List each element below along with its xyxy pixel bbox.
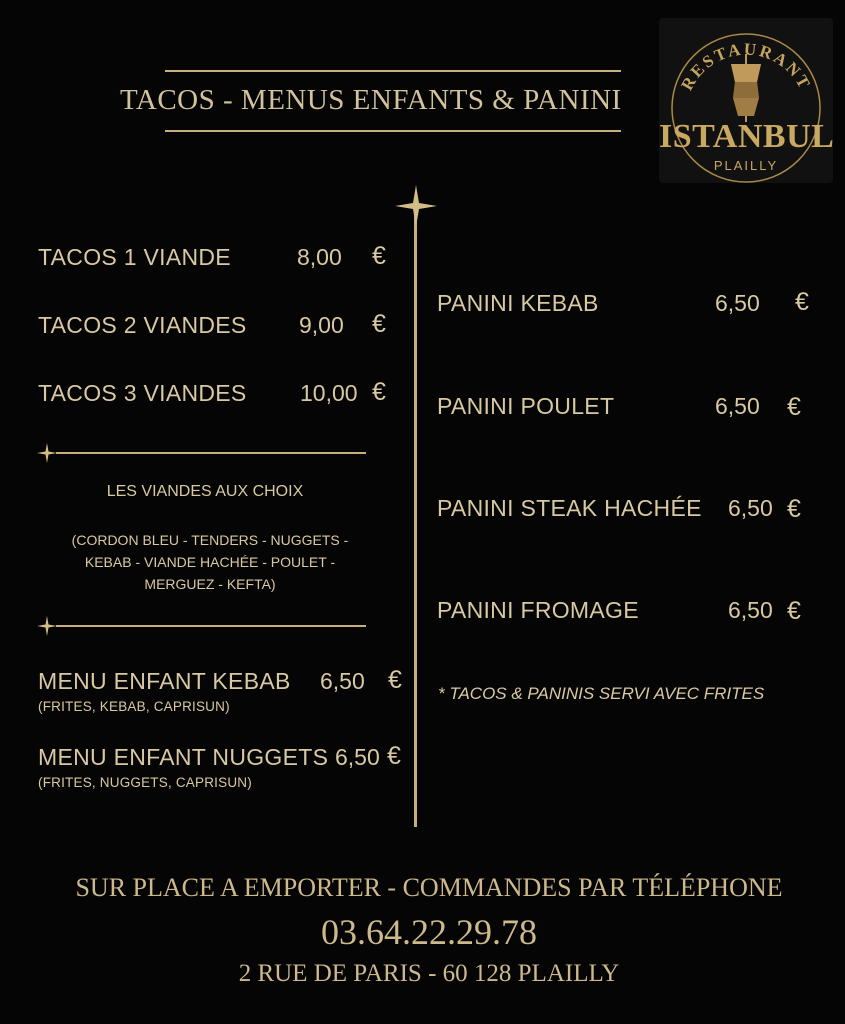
star-ornament-icon: [393, 183, 439, 229]
phone-number: 03.64.22.29.78: [321, 912, 537, 952]
kids-menu-name: MENU ENFANT NUGGETS: [38, 744, 329, 770]
fries-note: * TACOS & PANINIS SERVI AVEC FRITES: [438, 684, 765, 703]
header-rule-top: [165, 70, 621, 72]
kids-menu-name: MENU ENFANT KEBAB: [38, 668, 291, 694]
euro-sign: €: [372, 378, 386, 406]
kids-menu-price: 6,50: [320, 668, 365, 694]
panini-item-price: 6,50: [728, 495, 773, 521]
euro-sign: €: [795, 288, 809, 316]
tacos-item-name: TACOS 2 VIANDES: [38, 312, 247, 338]
panini-item-price: 6,50: [715, 393, 760, 419]
euro-sign: €: [387, 742, 401, 770]
restaurant-logo: [659, 18, 833, 183]
tacos-item-price: 9,00: [299, 312, 344, 338]
tacos-item-price: 8,00: [297, 244, 342, 270]
panini-item-name: PANINI POULET: [437, 393, 615, 419]
tacos-item-price: 10,00: [300, 380, 358, 406]
euro-sign: €: [372, 310, 386, 338]
header-rule-bottom: [165, 130, 621, 132]
kids-menu-detail: (FRITES, NUGGETS, CAPRISUN): [38, 775, 252, 790]
section-divider: [56, 452, 366, 454]
kids-menu-detail: (FRITES, KEBAB, CAPRISUN): [38, 699, 230, 714]
kids-menu-price: 6,50: [335, 744, 380, 770]
panini-item-name: PANINI KEBAB: [437, 290, 599, 316]
section-divider: [56, 625, 366, 627]
choices-line: MERGUEZ - KEFTA): [144, 576, 276, 592]
panini-item-name: PANINI FROMAGE: [437, 597, 639, 623]
panini-item-name: PANINI STEAK HACHÉE: [437, 495, 702, 521]
euro-sign: €: [787, 495, 801, 523]
address: 2 RUE DE PARIS - 60 128 PLAILLY: [238, 960, 620, 987]
logo-name: ISTANBUL: [659, 118, 835, 155]
sparkle-icon: [36, 442, 58, 464]
center-divider: [414, 215, 417, 827]
choices-line: (CORDON BLEU - TENDERS - NUGGETS -: [71, 532, 349, 548]
euro-sign: €: [388, 666, 402, 694]
logo-city: PLAILLY: [713, 158, 779, 173]
logo-top-text: RESTAURANT: [677, 39, 815, 94]
sparkle-icon: [36, 615, 58, 637]
panini-item-price: 6,50: [728, 597, 773, 623]
euro-sign: €: [787, 393, 801, 421]
panini-item-price: 6,50: [715, 290, 760, 316]
tacos-item-name: TACOS 1 VIANDE: [38, 244, 231, 270]
page-title: TACOS - MENUS ENFANTS & PANINI: [120, 84, 622, 116]
tacos-item-name: TACOS 3 VIANDES: [38, 380, 247, 406]
choices-line: KEBAB - VIANDE HACHÉE - POULET -: [84, 554, 336, 570]
euro-sign: €: [372, 242, 386, 270]
euro-sign: €: [787, 597, 801, 625]
service-line: SUR PLACE A EMPORTER - COMMANDES PAR TÉLÉPHONE: [75, 873, 783, 902]
choices-heading: LES VIANDES AUX CHOIX: [106, 483, 304, 500]
